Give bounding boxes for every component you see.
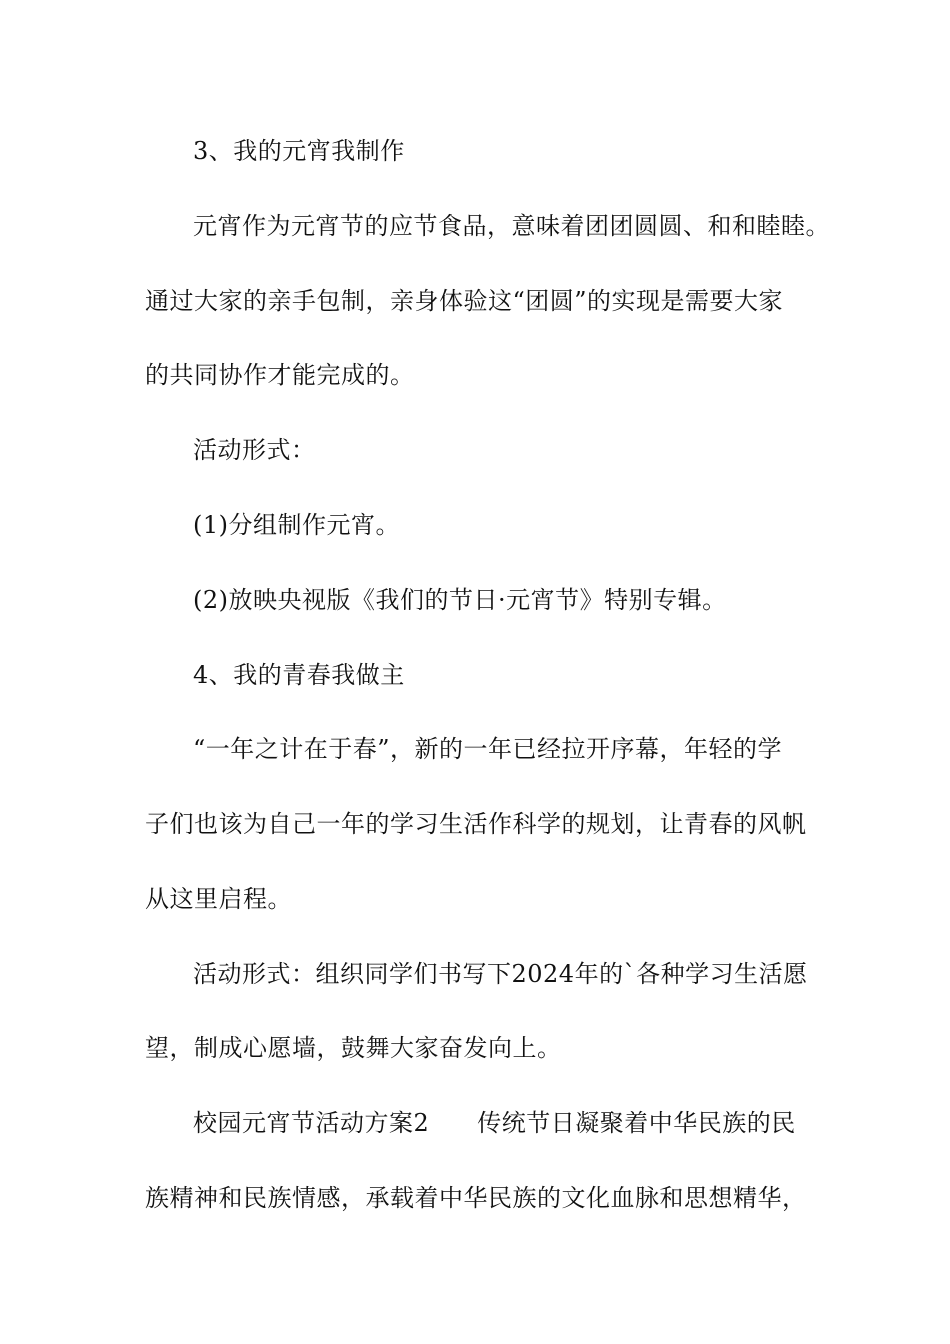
paragraph-line: 元宵作为元宵节的应节食品，意味着团团圆圆、和和睦睦。 (193, 212, 830, 240)
section-intro: 传统节日凝聚着中华民族的民 (477, 1109, 796, 1137)
heading-section-3: 3、我的元宵我制作 (193, 137, 405, 165)
paragraph-line: 族精神和民族情感，承载着中华民族的文化血脉和思想精华， (145, 1184, 807, 1212)
paragraph-line: 通过大家的亲手包制，亲身体验这“团圆”的实现是需要大家 (145, 287, 784, 315)
paragraph-line: 子们也该为自己一年的学习生活作科学的规划，让青春的风帆 (145, 810, 807, 838)
list-item: (1)分组制作元宵。 (193, 511, 400, 539)
paragraph-line: 的共同协作才能完成的。 (145, 361, 415, 389)
section-title: 校园元宵节活动方案2 (193, 1109, 430, 1137)
activity-form-label: 活动形式： (193, 436, 316, 464)
heading-section-4: 4、我的青春我做主 (193, 661, 405, 689)
paragraph-line: 活动形式：组织同学们书写下2024年的`各种学习生活愿 (193, 960, 808, 988)
paragraph-line: 望，制成心愿墙，鼓舞大家奋发向上。 (145, 1034, 562, 1062)
paragraph-line: 从这里启程。 (145, 885, 292, 913)
list-item: (2)放映央视版《我们的节日·元宵节》特别专辑。 (193, 586, 727, 614)
paragraph-line: “一年之计在于春”，新的一年已经拉开序幕，年轻的学 (193, 735, 783, 763)
section-title-line (193, 1108, 873, 1138)
